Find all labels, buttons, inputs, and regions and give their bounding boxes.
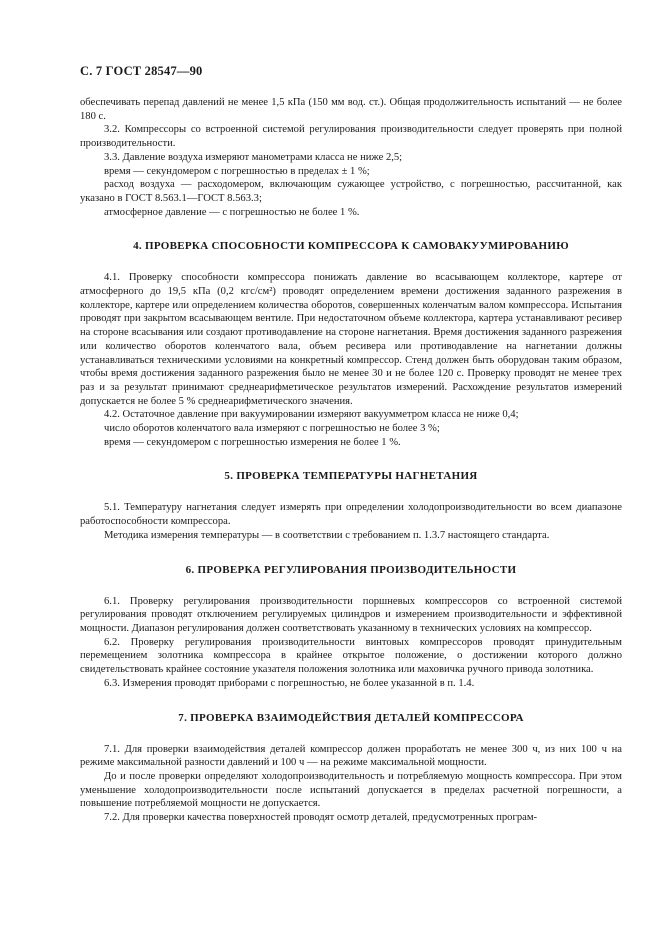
paragraph-5-1: 5.1. Температуру нагнетания следует измерять при определении холодопроизводительности во всем диапазоне работоспособности компрессора. [80,502,622,528]
paragraph-7-1: 7.1. Для проверки взаимодействия деталей компрессор должен проработать не менее 300 ч, из них 100 ч на режиме максимальной разности давлений и 100 ч — на режиме максимальной мощности. [80,743,622,769]
section-7-heading: 7. ПРОВЕРКА ВЗАИМОДЕЙСТВИЯ ДЕТАЛЕЙ КОМПРЕССОРА [178,711,524,724]
paragraph-6-3: 6.3. Измерения проводят приборами с погрешностью, не более указанной в п. 1.4. [104,677,475,689]
paragraph: расход воздуха — расходомером, включающим сужающее устройство, с погрешностью, рассчитанной, как указано в ГОСТ 8.563.1—ГОСТ 8.563.3; [80,179,622,204]
page-body [80,96,622,825]
paragraph-3-3: 3.3. Давление воздуха измеряют манометрами класса не ниже 2,5; [104,151,403,163]
paragraph-6-2: 6.2. Проверку регулирования производительности винтовых компрессоров проводят принудительным перемещением золотника компрессора в крайнее открытое положение, о достижении которого должно свидетельствовать крайнее состояние указателя положения золотника или маховичка ручного привода золотника. [80,636,622,676]
paragraph: обеспечивать перепад давлений не менее 1,5 кПа (150 мм вод. ст.). Общая продолжительность испытаний — не более 180 с. [80,97,622,122]
paragraph: Методика измерения температуры — в соответствии с требованием п. 1.3.7 настоящего стандарта. [104,529,550,541]
paragraph: атмосферное давление — с погрешностью не более 1 %. [104,206,360,218]
paragraph-6-1: 6.1. Проверку регулирования производительности поршневых компрессоров со встроенной системой регулирования проводят отключением регулируемых цилиндров и измерением производительности и эффективной мощности. Диапазон регулирования должен соответствовать указанному в технических условиях на компрессор. [80,595,622,634]
paragraph-4-2: 4.2. Остаточное давление при вакуумировании измеряют вакуумметром класса не ниже 0,4; [104,409,519,421]
paragraph-4-1: 4.1. Проверку способности компрессора понижать давление во всасывающем коллекторе, картере от атмосферного до 19,5 кПа (0,2 кгс/см²) проводят определением времени достижения заданного разрежения в коллекторе, картере или определением количества оборотов, совершенных коленчатым валом компрессора. Испытания проводят при закрытом всасывающем вентиле. При недостаточном объеме коллектора, картера устанавливают ресивер на стороне всасывания или создают противодавление на стороне нагнетания. Время достижения заданного разрежения или количество оборотов коленчатого вала, объем ресивера или противодавление на нагнетании должны устанавливаться техническими условиями на конкретный компрессор. Стенд должен быть оборудован таким образом, чтобы время достижения заданного разрежения было не менее 30 и не более 120 с. Проверку проводят не менее трех раз и за результат принимают среднеарифметическое результатов измерений. Расхождение результатов измерений допускается не более 5 % среднеарифметического значения. [80,272,622,407]
page-header: С. 7 ГОСТ 28547—90 [80,64,203,78]
section-6-heading: 6. ПРОВЕРКА РЕГУЛИРОВАНИЯ ПРОИЗВОДИТЕЛЬНОСТИ [185,563,517,576]
section-4-heading: 4. ПРОВЕРКА СПОСОБНОСТИ КОМПРЕССОРА К САМОВАКУУМИРОВАНИЮ [133,240,569,253]
paragraph: время — секундомером с погрешностью измерения не более 1 %. [104,436,401,448]
paragraph-3-2: 3.2. Компрессоры со встроенной системой регулирования производительности следует проверять при полной производительности. [80,124,622,150]
paragraph: время — секундомером с погрешностью в пределах ± 1 %; [104,165,370,177]
section-5-heading: 5. ПРОВЕРКА ТЕМПЕРАТУРЫ НАГНЕТАНИЯ [224,470,478,483]
paragraph: До и после проверки определяют холодопроизводительность и потребляемую мощность компрессора. При этом уменьшение холодопроизводительности после испытаний допускается в пределах расчетной погрешности, а повышение потребляемой мощности не допускается. [80,770,622,810]
paragraph: число оборотов коленчатого вала измеряют с погрешностью не более 3 %; [104,423,440,435]
paragraph-7-2: 7.2. Для проверки качества поверхностей проводят осмотр деталей, предусмотренных програм- [104,812,538,824]
